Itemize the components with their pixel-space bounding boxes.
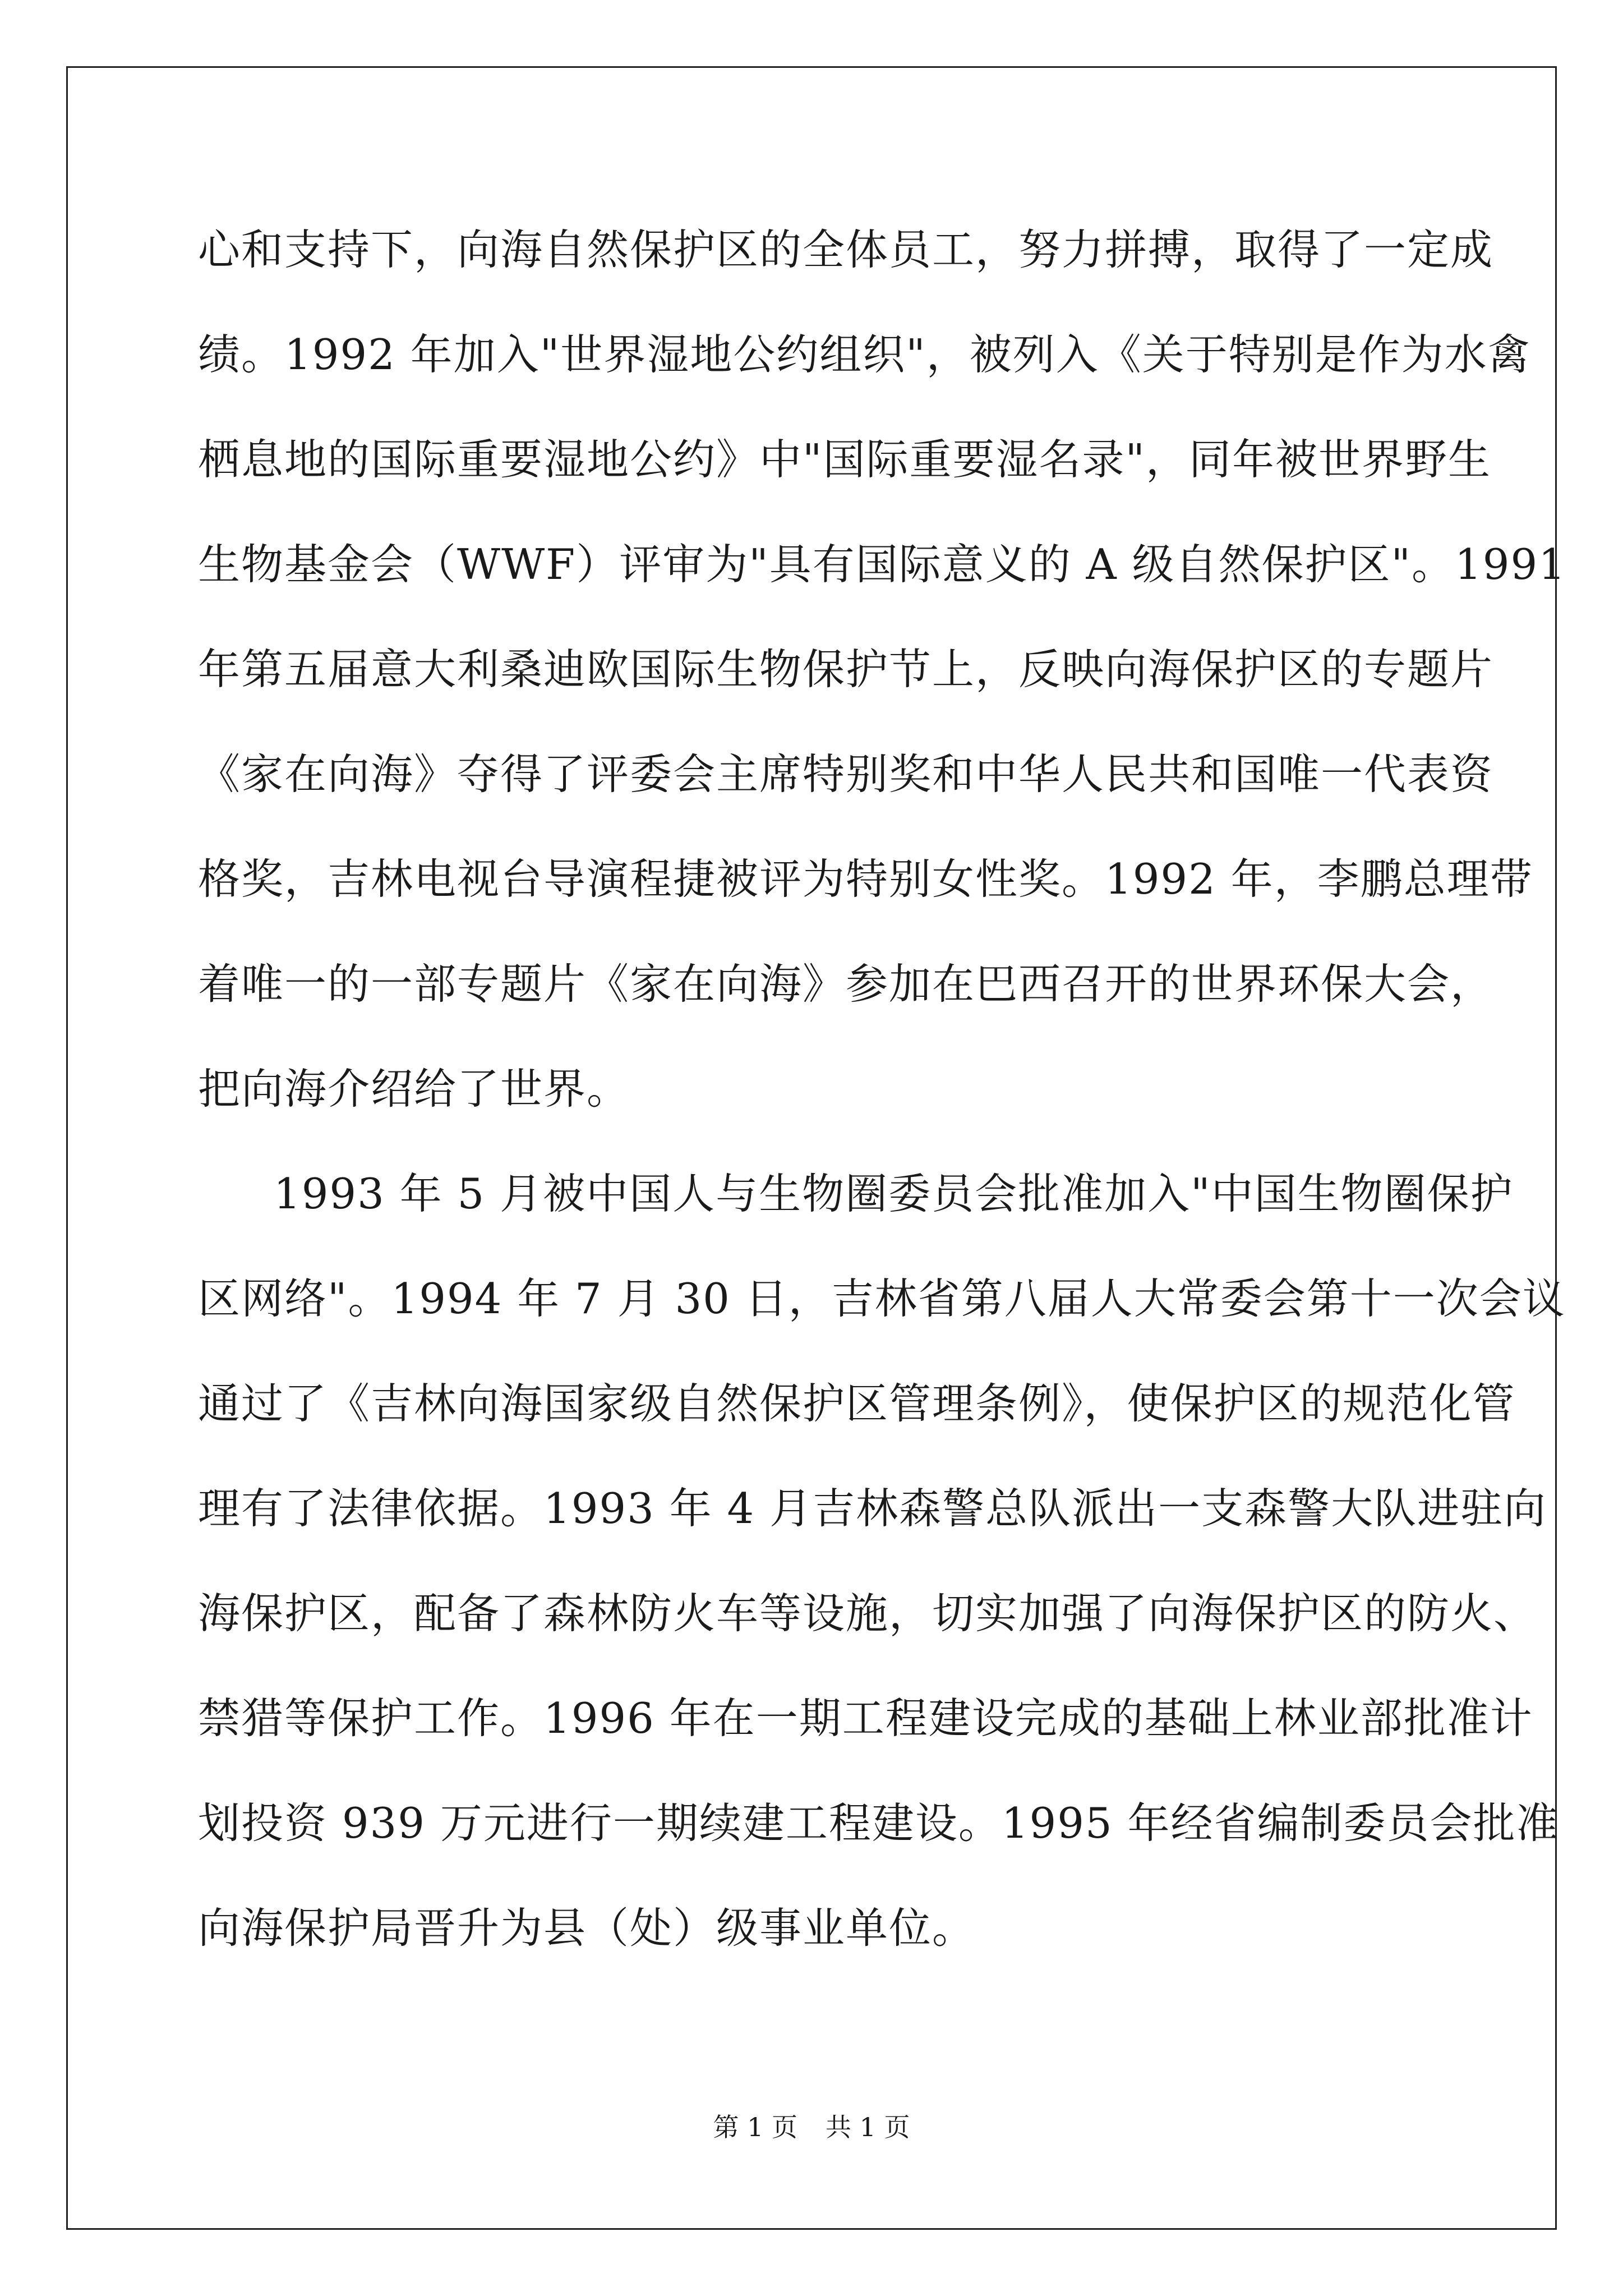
text-line: 着唯一的一部专题片《家在向海》参加在巴西召开的世界环保大会， xyxy=(198,959,1494,1009)
page-number: 第 1 页 xyxy=(713,2112,797,2142)
text-line: 1993 年 5 月被中国人与生物圈委员会批准加入"中国生物圈保护 xyxy=(274,1169,1514,1218)
text-line: 通过了《吉林向海国家级自然保护区管理条例》，使保护区的规范化管 xyxy=(198,1379,1516,1428)
page-footer xyxy=(0,2110,1623,2144)
text-line: 划投资 939 万元进行一期续建工程建设。1995 年经省编制委员会批准 xyxy=(198,1798,1560,1848)
text-line: 栖息地的国际重要湿地公约》中"国际重要湿名录"，同年被世界野生 xyxy=(198,435,1491,484)
text-line: 理有了法律依据。1993 年 4 月吉林森警总队派出一支森警大队进驻向 xyxy=(198,1484,1547,1533)
text-line: 《家在向海》夺得了评委会主席特别奖和中华人民共和国唯一代表资 xyxy=(198,749,1494,799)
text-line: 生物基金会（WWF）评审为"具有国际意义的 A 级自然保护区"。1991 xyxy=(198,540,1566,589)
text-line: 心和支持下，向海自然保护区的全体员工，努力拼搏，取得了一定成 xyxy=(198,225,1494,274)
text-line: 把向海介绍给了世界。 xyxy=(198,1064,630,1114)
text-line: 海保护区，配备了森林防火车等设施，切实加强了向海保护区的防火、 xyxy=(198,1589,1537,1638)
text-line: 年第五届意大利桑迪欧国际生物保护节上，反映向海保护区的专题片 xyxy=(198,645,1494,694)
text-line: 绩。1992 年加入"世界湿地公约组织"，被列入《关于特别是作为水禽 xyxy=(198,330,1531,379)
text-line: 向海保护局晋升为县（处）级事业单位。 xyxy=(198,1903,976,1953)
text-line: 格奖，吉林电视台导演程捷被评为特别女性奖。1992 年，李鹏总理带 xyxy=(198,854,1533,904)
page-total: 共 1 页 xyxy=(826,2112,910,2142)
text-line: 禁猎等保护工作。1996 年在一期工程建设完成的基础上林业部批准计 xyxy=(198,1694,1533,1743)
text-line: 区网络"。1994 年 7 月 30 日，吉林省第八届人大常委会第十一次会议 xyxy=(198,1274,1566,1323)
